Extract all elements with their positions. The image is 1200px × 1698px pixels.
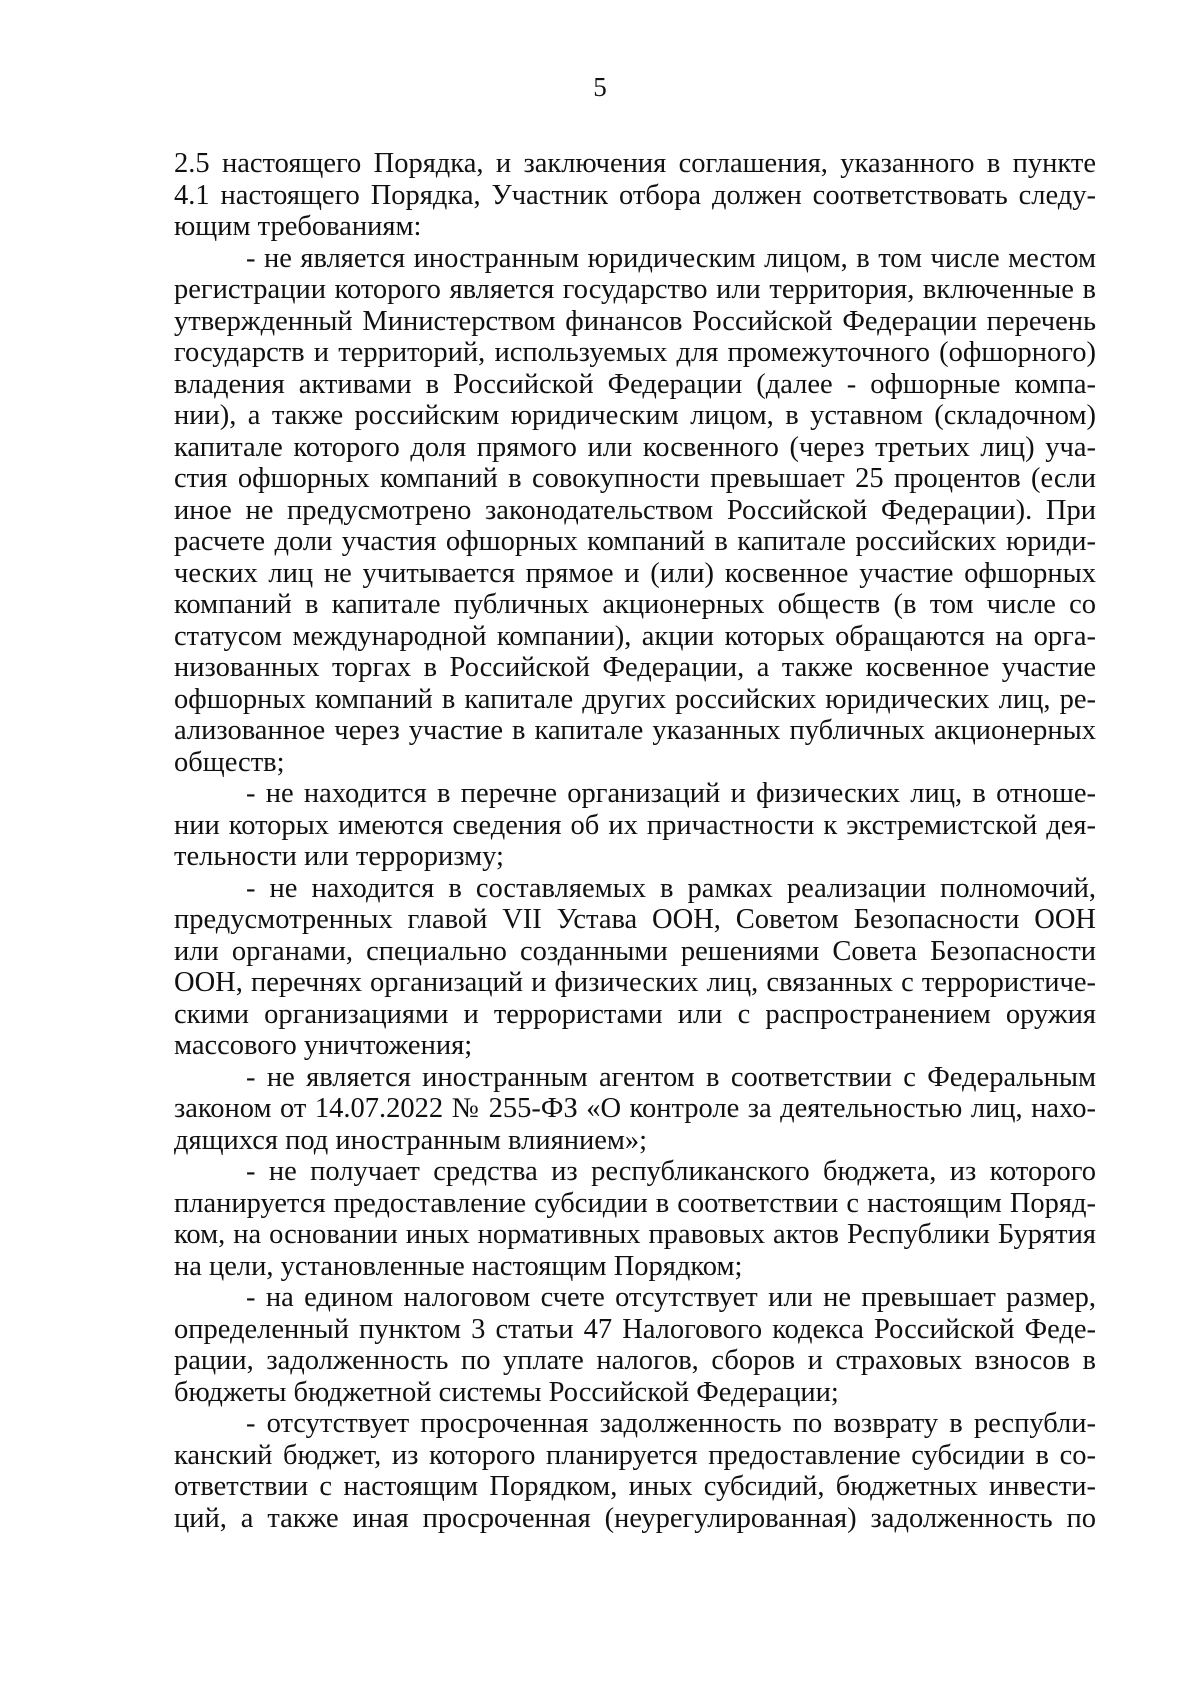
text-line: статусом международной компании), акции которых обращаются на орга- [174,620,1096,652]
text-line: нии), а также российским юридическим лицом, в уставном (складочном) [174,400,1096,431]
text-line: - не находится в перечне организаций и физических лиц, в отноше- [246,778,1096,809]
text-line: законом от 14.07.2022 № 255-ФЗ «О контроле за деятельностью лиц, нахо- [174,1093,1096,1124]
text-line: нии которых имеются сведения об их причастности к экстремистской дея- [174,809,1096,841]
text-line: бюджеты бюджетной системы Российской Федерации; [174,1376,839,1408]
text-line: ализованное через участие в капитале указанных публичных акционерных [174,715,1096,746]
text-line: офшорных компаний в капитале других российских юридических лиц, ре- [174,683,1096,715]
text-line: планируется предоставление субсидии в соответствии с настоящим Поряд- [174,1187,1096,1219]
text-line: 2.5 настоящего Порядка, и заключения соглашения, указанного в пункте [174,148,1096,179]
text-line: - отсутствует просроченная задолженность по возврату в республи- [246,1408,1096,1439]
text-line: 4.1 настоящего Порядка, Участник отбора должен соответствовать следу- [174,179,1096,211]
text-line: ющим требованиям: [174,211,422,242]
text-line: дящихся под иностранным влиянием»; [174,1124,648,1156]
text-line: - не является иностранным агентом в соответствии с Федеральным [246,1061,1096,1093]
text-line: - не получает средства из республиканского бюджета, из которого [246,1156,1096,1187]
text-line: рации, задолженность по уплате налогов, сборов и страховых взносов в [174,1345,1096,1376]
text-line: ответствии с настоящим Порядком, иных субсидий, бюджетных инвести- [174,1471,1096,1502]
text-line: утвержденный Министерством финансов Российской Федерации перечень [174,305,1096,337]
text-line: предусмотренных главой VII Устава ООН, Советом Безопасности ООН [174,904,1096,935]
text-line: тельности или терроризму; [174,841,504,872]
text-line: ческих лиц не учитывается прямое и (или) косвенное участие офшорных [174,557,1096,589]
text-line: или органами, специально созданными решениями Совета Безопасности [174,935,1096,967]
text-line: ций, а также иная просроченная (неурегулированная) задолженность по [174,1502,1096,1534]
text-line: капитале которого доля прямого или косвенного (через третьих лиц) уча- [174,431,1096,463]
text-line: иное не предусмотрено законодательством Российской Федерации). При [174,494,1096,526]
text-line: обществ; [174,746,285,778]
text-line: массового уничтожения; [174,1030,473,1061]
page-number: 5 [593,72,607,102]
text-line: определенный пунктом 3 статьи 47 Налогового кодекса Российской Феде- [174,1313,1096,1345]
text-line: государств и территорий, используемых для промежуточного (офшорного) [174,337,1096,368]
text-line: - не является иностранным юридическим лицом, в том числе местом [246,242,1096,274]
text-line: скими организациями и террористами или с распространением оружия [174,998,1096,1030]
text-line: - не находится в составляемых в рамках реализации полномочий, [246,872,1096,904]
text-line: низованных торгах в Российской Федерации, а также косвенное участие [174,652,1096,683]
text-line: - на едином налоговом счете отсутствует или не превышает размер, [246,1282,1096,1313]
text-line: на цели, установленные настоящим Порядком; [174,1250,743,1282]
text-line: канский бюджет, из которого планируется предоставление субсидии в со- [174,1439,1096,1471]
text-line: расчете доли участия офшорных компаний в капитале российских юриди- [174,526,1096,557]
text-line: ООН, перечнях организаций и физических лиц, связанных с террористиче- [174,967,1096,998]
text-line: владения активами в Российской Федерации (далее - офшорные компа- [174,368,1096,400]
text-line: ком, на основании иных нормативных правовых актов Республики Бурятия [174,1219,1096,1250]
text-line: регистрации которого является государство или территория, включенные в [174,274,1096,305]
text-line: стия офшорных компаний в совокупности превышает 25 процентов (если [174,463,1096,494]
document-body [174,148,1096,1534]
text-line: компаний в капитале публичных акционерных обществ (в том числе со [174,589,1096,620]
